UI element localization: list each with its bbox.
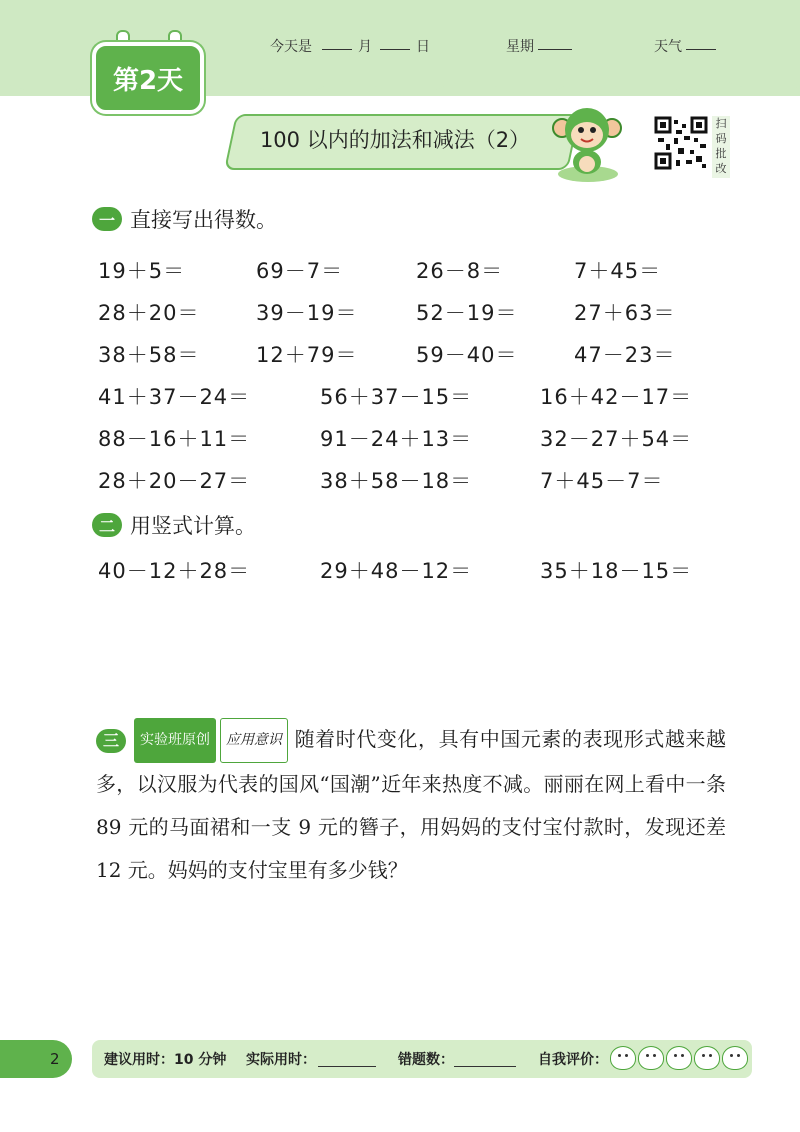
actual-time-blank[interactable] (318, 1066, 376, 1067)
monkey-mascot-icon (548, 104, 626, 184)
equation: 32－27＋54＝ (540, 427, 693, 451)
equation: 29＋48－12＝ (320, 559, 473, 583)
section-number-badge: 一 (92, 207, 122, 231)
equation: 26－8＝ (416, 259, 504, 283)
equation: 12＋79＝ (256, 343, 358, 367)
equation: 28＋20－27＝ (98, 469, 251, 493)
equation: 38＋58－18＝ (320, 469, 473, 493)
page-number: 2 (0, 1040, 72, 1078)
equation: 35＋18－15＝ (540, 559, 693, 583)
suggested-time: 建议用时：10 分钟 (104, 1052, 227, 1068)
equation: 52－19＝ (416, 301, 518, 325)
equation: 40－12＋28＝ (98, 559, 251, 583)
equation: 41＋37－24＝ (98, 385, 251, 409)
equation: 88－16＋11＝ (98, 427, 251, 451)
qr-code-icon[interactable] (654, 116, 708, 170)
weather-blank[interactable] (686, 49, 716, 50)
equation: 19＋5＝ (98, 259, 186, 283)
month-blank[interactable] (322, 49, 352, 50)
rating-face-icon[interactable] (722, 1046, 748, 1070)
word-problem-text: 随着时代变化，具有中国元素的表现形式越来越多，以汉服为代表的国风“国潮”近年来热度不减。丽丽在网上看中一条 89 元的马面裙和一支 9 元的簪子，用妈妈的支付宝付款时，发现还差 12 元。妈妈的支付宝里有多少钱？ (96, 727, 726, 882)
rating-face-icon[interactable] (638, 1046, 664, 1070)
actual-time-label: 实际用时： (246, 1052, 316, 1068)
equation: 56＋37－15＝ (320, 385, 473, 409)
equation: 16＋42－17＝ (540, 385, 693, 409)
weather-label: 天气 (654, 39, 682, 55)
section2-title: 用竖式计算。 (130, 514, 256, 538)
section3-heading (96, 718, 294, 763)
section-number-badge: 二 (92, 513, 122, 537)
section1-title: 直接写出得数。 (130, 208, 277, 232)
equation: 38＋58＝ (98, 343, 200, 367)
original-tag: 实验班原创 (134, 718, 216, 763)
section1-heading (92, 204, 277, 234)
date-prefix: 今天是 (270, 39, 312, 55)
skill-tag: 应用意识 (220, 718, 288, 763)
equation: 59－40＝ (416, 343, 518, 367)
errors-label: 错题数： (398, 1052, 454, 1068)
section-number-badge: 三 (96, 729, 126, 753)
qr-label-char: 批 (715, 147, 727, 160)
qr-label-char: 码 (715, 132, 727, 145)
word-problem (96, 718, 726, 892)
equation: 27＋63＝ (574, 301, 676, 325)
weekday-label: 星期 (506, 39, 534, 55)
page-title: 100 以内的加法和减法（2） (259, 128, 531, 152)
equation: 47－23＝ (574, 343, 676, 367)
qr-label-char: 扫 (715, 117, 727, 130)
equation: 7＋45＝ (574, 259, 662, 283)
equation: 7＋45－7＝ (540, 469, 664, 493)
day-blank[interactable] (380, 49, 410, 50)
qr-label (712, 116, 730, 178)
equation: 91－24＋13＝ (320, 427, 473, 451)
qr-label-char: 改 (715, 162, 727, 175)
section2-heading (92, 510, 256, 540)
equation: 69－7＝ (256, 259, 344, 283)
weekday-blank[interactable] (538, 49, 572, 50)
equation: 28＋20＝ (98, 301, 200, 325)
rating-face-icon[interactable] (666, 1046, 692, 1070)
rating-face-icon[interactable] (610, 1046, 636, 1070)
day-badge: 第2天 (92, 42, 204, 114)
header-fields (270, 36, 730, 58)
self-eval-label: 自我评价： (538, 1052, 608, 1068)
errors-blank[interactable] (454, 1066, 516, 1067)
equation: 39－19＝ (256, 301, 358, 325)
day-label: 日 (416, 39, 430, 55)
month-label: 月 (358, 39, 372, 55)
rating-face-icon[interactable] (694, 1046, 720, 1070)
